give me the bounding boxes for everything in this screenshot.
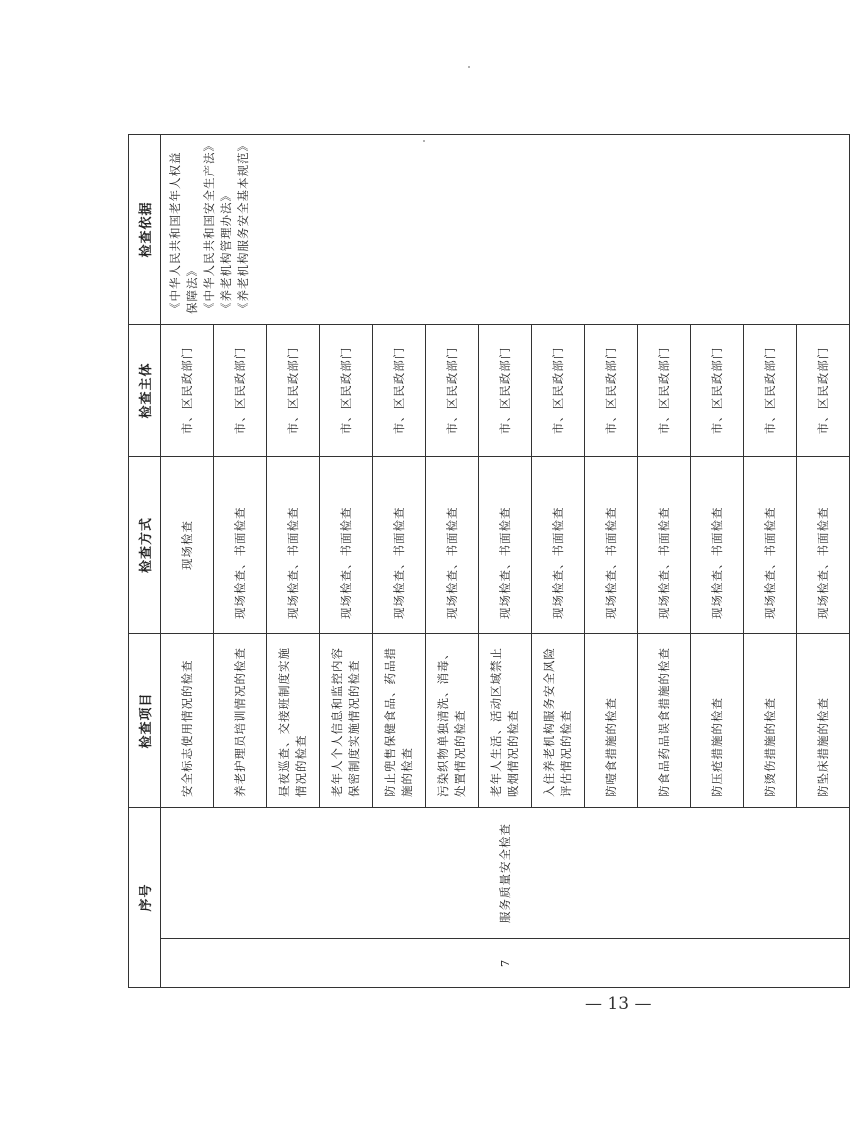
method-cell: 现场检查、书面检查 <box>691 456 744 633</box>
basis-line: 《养老机构管理办法》 <box>219 188 233 314</box>
item-cell: 防压疮措施的检查 <box>691 633 744 807</box>
table-header-row <box>129 134 161 987</box>
item-cell: 昼夜巡查、交接班制度实施情况的检查 <box>267 633 320 807</box>
header-subject: 检查主体 <box>129 324 161 456</box>
inspection-table <box>128 134 850 988</box>
rotated-table-wrapper <box>128 135 830 988</box>
method-cell: 现场检查、书面检查 <box>532 456 585 633</box>
subject-cell: 市、区民政部门 <box>479 324 532 456</box>
subject-cell: 市、区民政部门 <box>426 324 479 456</box>
page-number: — 13 — <box>585 994 652 1014</box>
subject-cell: 市、区民政部门 <box>744 324 797 456</box>
item-cell: 防食品药品误食措施的检查 <box>638 633 691 807</box>
category-cell: 服务质量安全检查 <box>161 807 850 938</box>
method-cell: 现场检查 <box>161 456 214 633</box>
method-cell: 现场检查、书面检查 <box>585 456 638 633</box>
item-cell: 入住养老机构服务安全风险评估情况的检查 <box>532 633 585 807</box>
item-cell: 防烫伤措施的检查 <box>744 633 797 807</box>
basis-line: 《中华人民共和国老年人权益保障法》 <box>168 151 199 314</box>
header-item: 检查项目 <box>129 633 161 807</box>
method-cell: 现场检查、书面检查 <box>214 456 267 633</box>
row-number: 7 <box>161 939 850 988</box>
header-number-text: 序号 <box>139 883 154 912</box>
method-cell: 现场检查、书面检查 <box>797 456 850 633</box>
subject-cell: 市、区民政部门 <box>373 324 426 456</box>
item-cell: 防噎食措施的检查 <box>585 633 638 807</box>
scan-speck <box>468 66 470 68</box>
method-cell: 现场检查、书面检查 <box>744 456 797 633</box>
method-cell: 现场检查、书面检查 <box>373 456 426 633</box>
subject-cell: 市、区民政部门 <box>161 324 214 456</box>
basis-cell <box>161 134 850 324</box>
item-cell: 防止兜售保健食品、药品措施的检查 <box>373 633 426 807</box>
item-cell: 污染织物单独清洗、消毒、处置情况的检查 <box>426 633 479 807</box>
table-row <box>161 134 214 987</box>
scan-speck <box>423 140 425 142</box>
subject-cell: 市、区民政部门 <box>691 324 744 456</box>
method-cell: 现场检查、书面检查 <box>638 456 691 633</box>
method-cell: 现场检查、书面检查 <box>479 456 532 633</box>
subject-cell: 市、区民政部门 <box>320 324 373 456</box>
header-basis: 检查依据 <box>129 134 161 324</box>
method-cell: 现场检查、书面检查 <box>267 456 320 633</box>
subject-cell: 市、区民政部门 <box>638 324 691 456</box>
subject-cell: 市、区民政部门 <box>532 324 585 456</box>
item-cell: 老年人生活、活动区域禁止吸烟情况的检查 <box>479 633 532 807</box>
table-body <box>161 134 850 987</box>
item-cell: 防坠床措施的检查 <box>797 633 850 807</box>
subject-cell: 市、区民政部门 <box>797 324 850 456</box>
subject-cell: 市、区民政部门 <box>214 324 267 456</box>
item-cell: 安全标志使用情况的检查 <box>161 633 214 807</box>
method-cell: 现场检查、书面检查 <box>426 456 479 633</box>
item-cell: 养老护理员培训情况的检查 <box>214 633 267 807</box>
header-number <box>129 807 161 987</box>
method-cell: 现场检查、书面检查 <box>320 456 373 633</box>
subject-cell: 市、区民政部门 <box>585 324 638 456</box>
item-cell: 老年人个人信息和监控内容保密制度实施情况的检查 <box>320 633 373 807</box>
basis-line: 《养老机构服务安全基本规范》 <box>236 138 250 314</box>
header-method: 检查方式 <box>129 456 161 633</box>
basis-line: 《中华人民共和国安全生产法》 <box>202 138 216 314</box>
subject-cell: 市、区民政部门 <box>267 324 320 456</box>
